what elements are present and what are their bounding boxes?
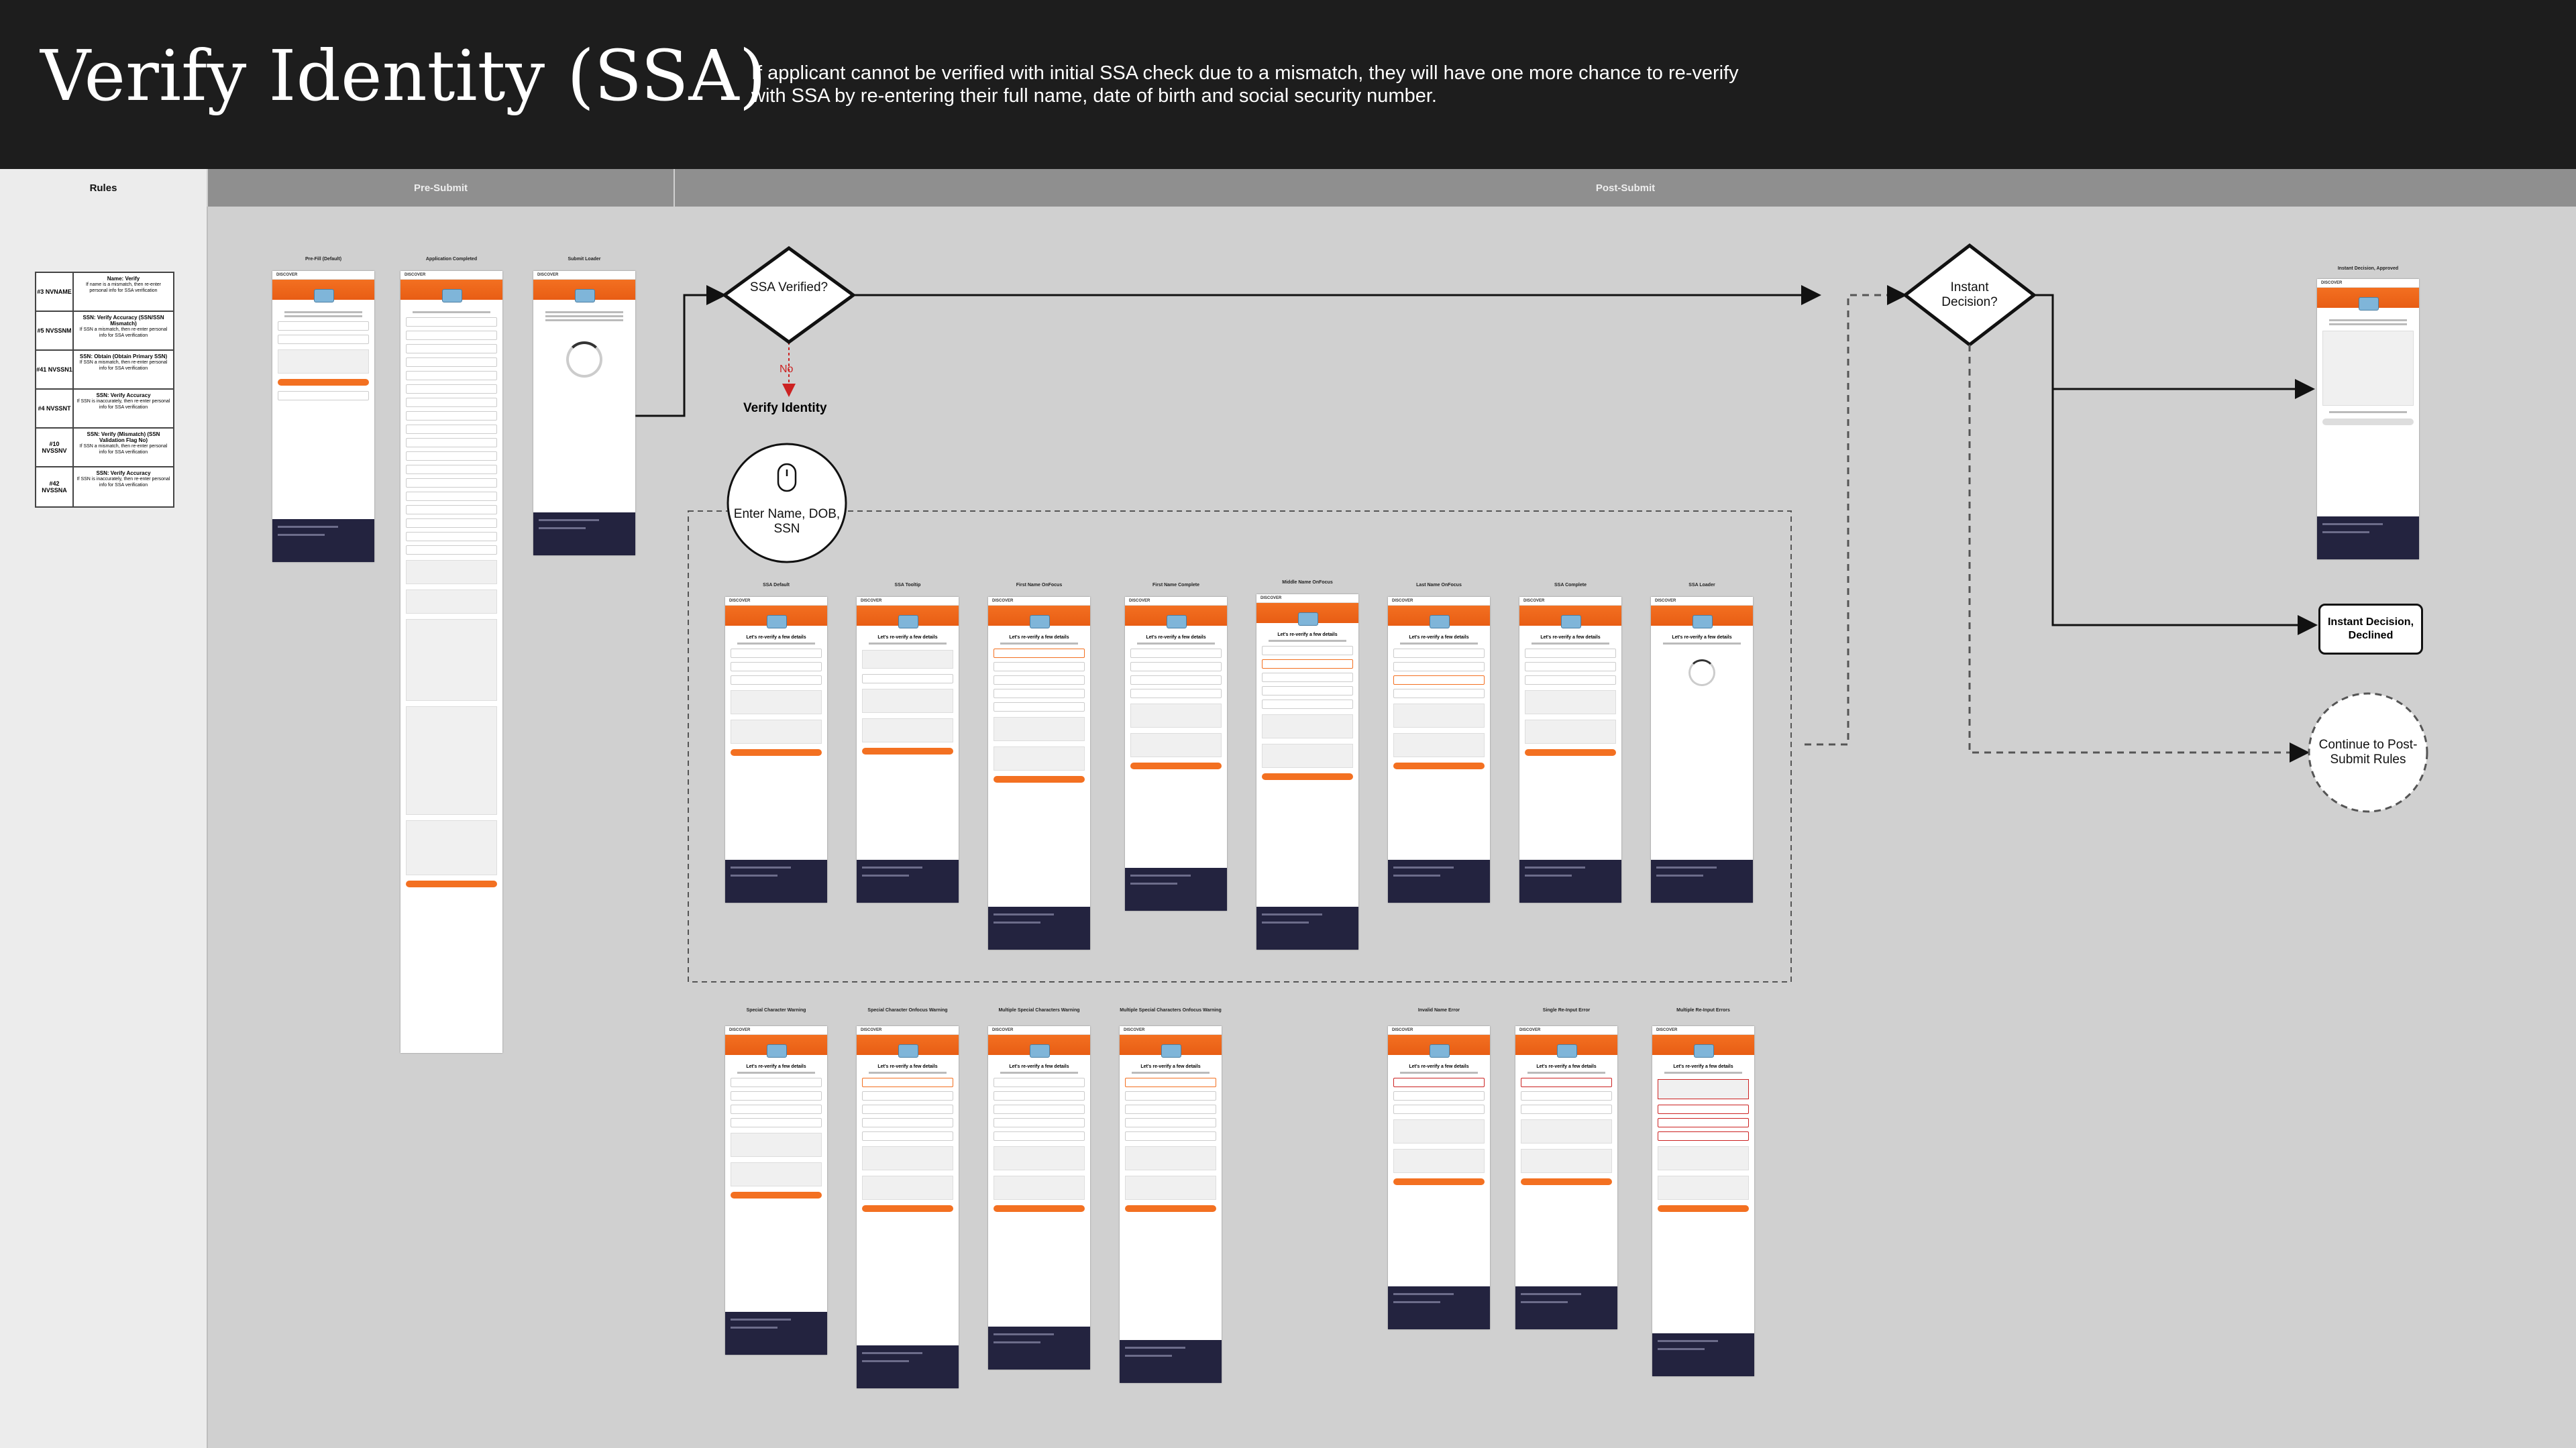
screen-label: Multiple Special Characters Onfocus Warning: [1120, 1008, 1222, 1013]
screen-label: Instant Decision, Approved: [2337, 266, 2399, 271]
card-hero: [1652, 1035, 1754, 1055]
card-icon: [1030, 615, 1050, 628]
screen-label: SSA Default: [763, 583, 790, 588]
instant-declined-box: Instant Decision, Declined: [2318, 604, 2423, 655]
screen-heading: Let's re-verify a few details: [877, 635, 938, 640]
no-label: No: [780, 364, 794, 375]
screen-label: Invalid Name Error: [1417, 1008, 1460, 1013]
verify-identity-label: Verify Identity: [743, 401, 827, 415]
card-hero: [272, 280, 374, 300]
screen-label: Submit Loader: [568, 257, 601, 262]
screen-multiple-reinput-errors: [1652, 1026, 1754, 1376]
screen-multi-special-warning: [988, 1026, 1090, 1370]
screen-label: Middle Name OnFocus: [1282, 580, 1333, 585]
card-hero: [988, 1035, 1090, 1055]
instant-decision-label: Instant Decision?: [1941, 280, 1998, 309]
rule-title: SSN: Verify (Mismatch) (SSN Validation Flag No): [87, 431, 160, 443]
brand-logo: DISCOVER: [400, 271, 502, 280]
screen-heading: Let's re-verify a few details: [1009, 1064, 1069, 1069]
screen-invalid-name-error: [1388, 1026, 1490, 1329]
screen-middle-name-onfocus: [1256, 594, 1358, 950]
brand-logo: DISCOVER: [1388, 1026, 1490, 1035]
card-icon: [442, 289, 462, 302]
rule-text: If SSN a mismatch, then re-enter personal info for SSA verification: [79, 327, 168, 338]
brand-logo: DISCOVER: [857, 597, 959, 606]
card-icon: [767, 1044, 787, 1058]
screen-label: SSA Loader: [1688, 583, 1715, 588]
brand-logo: DISCOVER: [988, 597, 1090, 606]
card-hero: [1519, 606, 1621, 626]
screen-label: First Name Complete: [1152, 583, 1200, 588]
screen-label: Single Re-Input Error: [1542, 1008, 1591, 1013]
brand-logo: DISCOVER: [272, 271, 374, 280]
ssa-verified-label: SSA Verified?: [749, 280, 828, 294]
band-pre-submit: Pre-Submit: [208, 169, 674, 207]
card-icon: [1694, 1044, 1714, 1058]
rule-id: #41 NVSSN1: [36, 351, 74, 388]
rule-title: Name: Verify: [107, 276, 140, 282]
screen-heading: Let's re-verify a few details: [1140, 1064, 1201, 1069]
connector-to-declined: [2053, 389, 2316, 625]
rule-text: If SSN is inaccurately, then re-enter personal info for SSA verification: [76, 399, 170, 410]
rule-id: #5 NVSSNM: [36, 312, 74, 349]
screen-pre-fill: [272, 271, 374, 562]
band-rules: Rules: [0, 169, 207, 207]
card-hero: [1388, 606, 1490, 626]
rule-text: If SSN is inaccurately, then re-enter personal info for SSA verification: [76, 477, 170, 488]
card-hero: [857, 1035, 959, 1055]
screen-heading: Let's re-verify a few details: [1009, 635, 1069, 640]
card-hero: [1388, 1035, 1490, 1055]
rule-text: If SSN a mismatch, then re-enter personal info for SSA verification: [79, 444, 168, 455]
brand-logo: DISCOVER: [1515, 1026, 1617, 1035]
connector-submit-to-ssa: [634, 295, 724, 416]
rule-title: SSN: Verify Accuracy (SSN/SSN Mismatch): [83, 315, 164, 327]
screen-special-char-warning: [725, 1026, 827, 1355]
screen-heading: Let's re-verify a few details: [746, 1064, 806, 1069]
rule-title: SSN: Obtain (Obtain Primary SSN): [79, 353, 168, 359]
screen-application-completed: [400, 271, 502, 1053]
screen-label: SSA Tooltip: [894, 583, 921, 588]
card-icon: [1561, 615, 1581, 628]
screen-heading: Let's re-verify a few details: [746, 635, 806, 640]
card-icon: [898, 1044, 918, 1058]
screen-heading: Let's re-verify a few details: [1409, 1064, 1469, 1069]
screen-special-char-onfocus: [857, 1026, 959, 1388]
card-hero: [1125, 606, 1227, 626]
screen-label: Last Name OnFocus: [1416, 583, 1462, 588]
card-hero: [400, 280, 502, 300]
card-hero: [533, 280, 635, 300]
band-post-submit: Post-Submit: [675, 169, 2576, 207]
ssa-verified-diamond: [724, 248, 853, 342]
card-hero: [1256, 603, 1358, 623]
continue-rules-text: Continue to Post-Submit Rules: [2318, 738, 2418, 767]
screen-ssa-default: [725, 597, 827, 903]
brand-logo: DISCOVER: [988, 1026, 1090, 1035]
card-icon: [314, 289, 334, 302]
brand-logo: DISCOVER: [725, 597, 827, 606]
card-hero: [857, 606, 959, 626]
connector-to-continue: [1970, 345, 2308, 753]
card-icon: [1030, 1044, 1050, 1058]
screen-heading: Let's re-verify a few details: [1540, 635, 1601, 640]
screen-heading: Let's re-verify a few details: [1536, 1064, 1597, 1069]
page-title: Verify Identity (SSA): [40, 35, 767, 117]
card-icon: [1430, 615, 1450, 628]
brand-logo: DISCOVER: [1652, 1026, 1754, 1035]
screen-ssa-loader: [1651, 597, 1753, 903]
screen-last-name-onfocus: [1388, 597, 1490, 903]
card-icon: [1298, 612, 1318, 626]
enter-info-text: Enter Name, DOB, SSN: [733, 507, 841, 536]
brand-logo: DISCOVER: [857, 1026, 959, 1035]
card-icon: [2359, 297, 2379, 311]
screen-heading: Let's re-verify a few details: [1672, 635, 1732, 640]
screen-heading: Let's re-verify a few details: [1673, 1064, 1733, 1069]
brand-logo: DISCOVER: [1120, 1026, 1222, 1035]
card-hero: [1515, 1035, 1617, 1055]
screen-first-name-complete: [1125, 597, 1227, 911]
connector-loop-to-decision: [1805, 295, 1905, 744]
brand-logo: DISCOVER: [533, 271, 635, 280]
loader-spinner-icon: [1688, 659, 1715, 686]
screen-label: First Name OnFocus: [1016, 583, 1063, 588]
brand-logo: DISCOVER: [1256, 594, 1358, 603]
card-hero: [725, 606, 827, 626]
card-icon: [575, 289, 595, 302]
screen-ssa-tooltip: [857, 597, 959, 903]
brand-logo: DISCOVER: [1125, 597, 1227, 606]
rule-title: SSN: Verify Accuracy: [96, 470, 151, 476]
screen-single-reinput-error: [1515, 1026, 1617, 1329]
connector-to-approved: [2034, 295, 2313, 389]
screen-heading: Let's re-verify a few details: [1277, 632, 1338, 637]
card-icon: [898, 615, 918, 628]
screen-heading: Let's re-verify a few details: [877, 1064, 938, 1069]
screen-first-name-onfocus: [988, 597, 1090, 950]
screen-label: Application Completed: [425, 257, 478, 262]
rule-id: #4 NVSSNT: [36, 390, 74, 427]
card-hero: [1120, 1035, 1222, 1055]
screen-instant-approved: [2317, 279, 2419, 559]
screen-heading: Let's re-verify a few details: [1409, 635, 1469, 640]
card-icon: [1430, 1044, 1450, 1058]
brand-logo: DISCOVER: [1388, 597, 1490, 606]
brand-logo: DISCOVER: [1651, 597, 1753, 606]
rule-id: #3 NVNAME: [36, 273, 74, 311]
screen-label: Special Character Onfocus Warning: [867, 1008, 948, 1013]
card-icon: [1161, 1044, 1181, 1058]
card-icon: [1693, 615, 1713, 628]
screen-multi-special-onfocus: [1120, 1026, 1222, 1383]
brand-logo: DISCOVER: [725, 1026, 827, 1035]
card-icon: [1557, 1044, 1577, 1058]
screen-heading: Let's re-verify a few details: [1146, 635, 1206, 640]
rule-id: #42 NVSSNA: [36, 467, 74, 506]
screen-label: Pre-Fill (Default): [305, 257, 342, 262]
screen-label: Multiple Special Characters Warning: [998, 1008, 1080, 1013]
card-icon: [1167, 615, 1187, 628]
screen-submit-loader: [533, 271, 635, 555]
rule-text: If SSN a mismatch, then re-enter personal info for SSA verification: [79, 360, 168, 371]
screen-label: Multiple Re-Input Errors: [1676, 1008, 1730, 1013]
card-hero: [988, 606, 1090, 626]
page-subtitle: If applicant cannot be verified with initial SSA check due to a mismatch, they will have one more chance to re-verify with SSA by re-entering their full name, date of birth and social security number.: [751, 62, 1739, 107]
brand-logo: DISCOVER: [2317, 279, 2419, 288]
card-hero: [2317, 288, 2419, 308]
screen-label: Special Character Warning: [746, 1008, 806, 1013]
brand-logo: DISCOVER: [1519, 597, 1621, 606]
rule-text: If name is a mismatch, then re-enter personal info for SSA verification: [85, 282, 162, 293]
rule-title: SSN: Verify Accuracy: [96, 392, 151, 398]
screen-ssa-complete: [1519, 597, 1621, 903]
card-icon: [767, 615, 787, 628]
screen-label: SSA Complete: [1554, 583, 1587, 588]
card-hero: [725, 1035, 827, 1055]
loader-spinner-icon: [566, 341, 602, 378]
card-hero: [1651, 606, 1753, 626]
rule-id: #10 NVSSNV: [36, 429, 74, 466]
